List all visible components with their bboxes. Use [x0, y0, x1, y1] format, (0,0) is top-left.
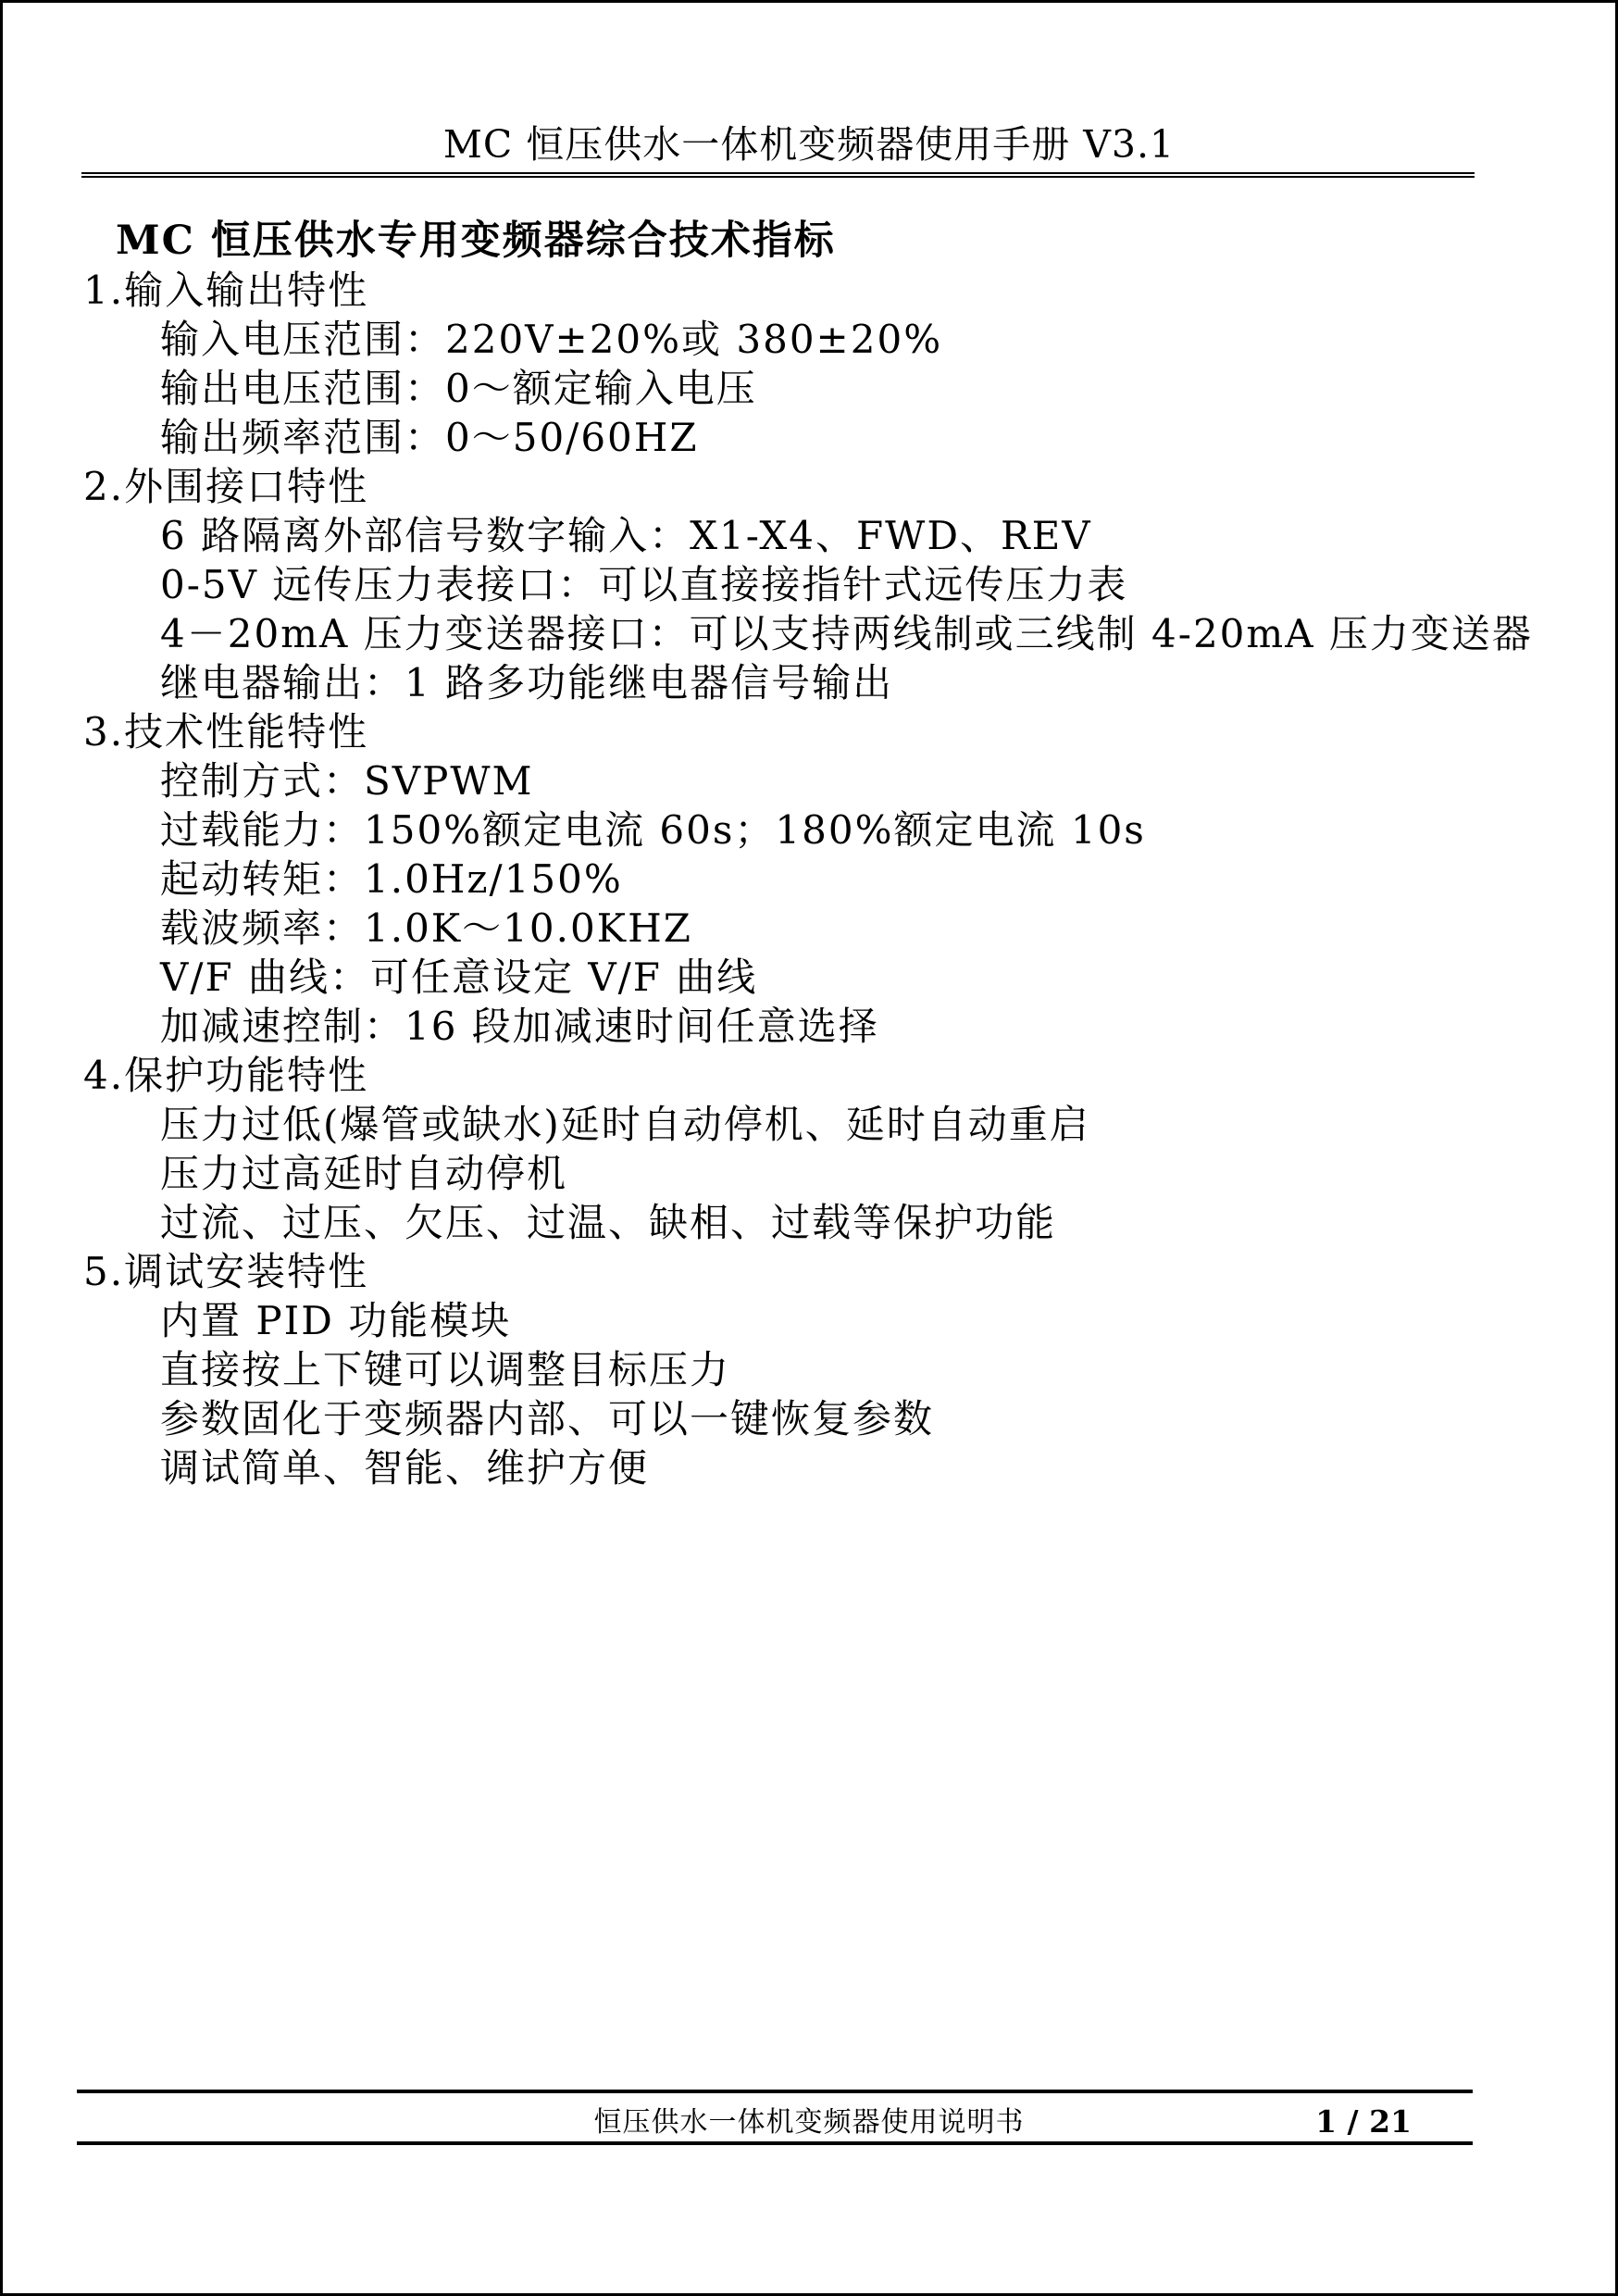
section-heading: 1.输入输出特性 — [83, 268, 369, 313]
header-double-rule — [81, 172, 1475, 178]
section-item: 输入电压范围：220V±20%或 380±20% — [160, 317, 943, 362]
page-number: 1 / 21 — [1315, 2103, 1412, 2140]
footer-rule-bottom — [77, 2141, 1473, 2145]
section-heading: 2.外围接口特性 — [83, 464, 369, 509]
section-item: 继电器输出：1 路多功能继电器信号输出 — [160, 660, 894, 705]
section-item: 控制方式：SVPWM — [160, 758, 534, 804]
section-item: V/F 曲线：可任意设定 V/F 曲线 — [160, 955, 758, 1000]
page-header-title: MC 恒压供水一体机变频器使用手册 V3.1 — [442, 122, 1176, 167]
section-item: 直接按上下键可以调整目标压力 — [160, 1347, 731, 1392]
footer-doc-name: 恒压供水一体机变频器使用说明书 — [593, 2106, 1025, 2139]
section-item: 调试简单、智能、维护方便 — [160, 1445, 650, 1491]
footer-rule-top — [77, 2090, 1473, 2093]
section-item: 输出电压范围：0～额定输入电压 — [160, 366, 757, 411]
section-item: 压力过低(爆管或缺水)延时自动停机、延时自动重启 — [160, 1102, 1090, 1147]
section-heading: 4.保护功能特性 — [83, 1053, 369, 1098]
section-item: 起动转矩：1.0Hz/150% — [160, 856, 623, 902]
section-heading: 3.技术性能特性 — [83, 709, 369, 755]
section-item: 参数固化于变频器内部、可以一键恢复参数 — [160, 1396, 935, 1441]
document-body — [3, 217, 1615, 1492]
section-item: 内置 PID 功能模块 — [160, 1298, 512, 1343]
section-item: 过流、过压、欠压、过温、缺相、过载等保护功能 — [160, 1200, 1057, 1245]
document-title: MC 恒压供水专用变频器综合技术指标 — [116, 218, 836, 264]
section-item: 载波频率：1.0K～10.0KHZ — [160, 905, 692, 951]
section-item: 4－20mA 压力变送器接口：可以支持两线制或三线制 4-20mA 压力变送器 — [160, 611, 1533, 656]
section-item: 压力过高延时自动停机 — [160, 1151, 568, 1196]
section-heading: 5.调试安装特性 — [83, 1249, 369, 1294]
section-item: 过载能力：150%额定电流 60s；180%额定电流 10s — [160, 807, 1146, 853]
section-item: 加减速控制：16 段加减速时间任意选择 — [160, 1004, 879, 1049]
section-item: 0-5V 远传压力表接口：可以直接接指针式远传压力表 — [160, 562, 1128, 607]
section-item: 输出频率范围：0～50/60HZ — [160, 415, 699, 460]
section-item: 6 路隔离外部信号数字输入：X1-X4、FWD、REV — [160, 513, 1092, 558]
